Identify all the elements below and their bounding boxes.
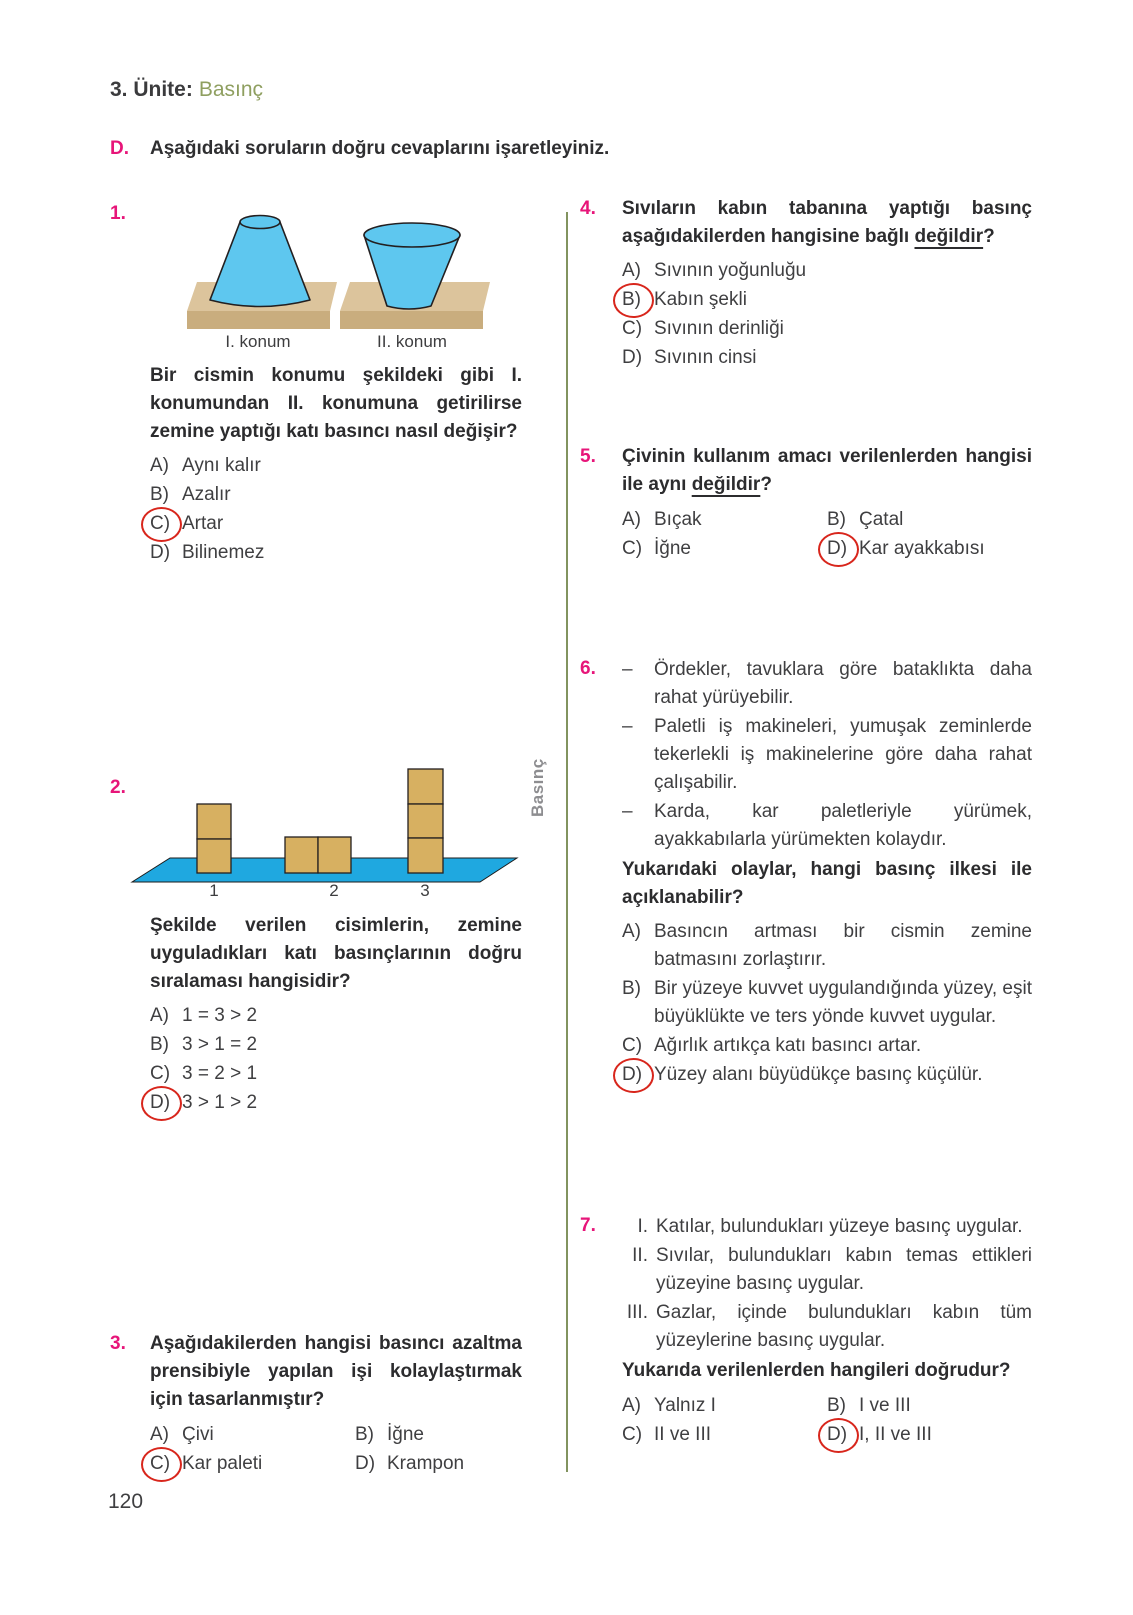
option-row — [622, 918, 1032, 974]
block — [408, 804, 443, 838]
bullet-text: Karda, kar paletleriyle yürümek, ayakkabılarla yürümekten kolaydır. — [654, 801, 1032, 850]
question-2-stem: Şekilde verilen cisimlerin, zemine uyguladıkları katı basınçlarının doğru sıralaması hangisidir? — [150, 915, 522, 992]
question-3-number: 3. — [110, 1333, 126, 1354]
option-row — [827, 506, 1032, 534]
cones-figure — [180, 206, 490, 352]
stack-label-2: 2 — [329, 881, 339, 900]
option-letter: A) — [622, 260, 641, 281]
option-row — [622, 1032, 1032, 1060]
option-letter: A) — [622, 921, 641, 942]
option-letter: B) — [355, 1424, 374, 1445]
option-row — [827, 1421, 1032, 1449]
option-row — [622, 1421, 827, 1449]
stack-label-1: 1 — [209, 881, 219, 900]
unit-header — [110, 78, 263, 102]
option-row — [150, 452, 522, 480]
option-text: Aynı kalır — [182, 455, 261, 476]
option-row — [150, 1031, 522, 1059]
option-text: Kar paleti — [182, 1453, 263, 1474]
option-text: Yüzey alanı büyüdükçe basınç küçülür. — [654, 1064, 983, 1085]
column-divider — [566, 212, 568, 1472]
option-text: II ve III — [654, 1424, 712, 1445]
option-letter: B) — [150, 484, 169, 505]
option-text: Azalır — [182, 484, 231, 505]
bullet-dash: – — [622, 659, 633, 680]
question-6-number: 6. — [580, 658, 596, 679]
option-row — [622, 315, 1032, 343]
question-4 — [580, 195, 1032, 372]
section-letter: D. — [110, 138, 129, 159]
question-2-number: 2. — [110, 777, 126, 798]
option-text: Kar ayakkabısı — [859, 538, 985, 559]
option-row — [827, 535, 1032, 563]
option-text: Bilinemez — [182, 542, 265, 563]
option-row — [150, 1421, 355, 1449]
bullet-item — [622, 713, 1032, 797]
option-text: I ve III — [859, 1395, 911, 1416]
option-letter: C) — [622, 318, 643, 339]
option-letter: A) — [622, 509, 641, 530]
option-row — [622, 535, 827, 563]
roman-item-text: Gazlar, içinde bulundukları kabın tüm yüzeylerine basınç uygular. — [656, 1302, 1032, 1351]
option-text: 3 > 1 = 2 — [182, 1034, 258, 1055]
option-letter: C) — [622, 1424, 643, 1445]
bullet-dash: – — [622, 716, 633, 737]
option-letter: A) — [622, 1395, 641, 1416]
option-text: Krampon — [387, 1453, 465, 1474]
question-6 — [580, 655, 1032, 1089]
option-letter: D) — [827, 535, 859, 563]
question-7 — [580, 1212, 1032, 1449]
caption-konum-2: II. konum — [377, 332, 447, 351]
option-letter: B) — [827, 1395, 846, 1416]
option-text: Yalnız I — [654, 1395, 716, 1416]
roman-item — [622, 1299, 1032, 1355]
question-1-number: 1. — [110, 203, 126, 224]
question-7-stem: Yukarıda verilenlerden hangileri doğrudur? — [622, 1360, 1011, 1381]
unit-label: 3. Ünite: — [110, 78, 193, 101]
section-heading — [110, 138, 609, 160]
bullet-item — [622, 656, 1032, 712]
option-row — [150, 481, 522, 509]
option-text: Sıvının derinliği — [654, 318, 784, 339]
roman-numeral: II. — [632, 1245, 648, 1266]
bullet-text: Paletli iş makineleri, yumuşak zeminlerde tekerlekli iş makinelerine göre daha rahat çalışabilir. — [654, 716, 1032, 793]
option-text: Sıvının cinsi — [654, 347, 757, 368]
bullet-dash: – — [622, 801, 633, 822]
block — [197, 804, 231, 839]
question-2 — [110, 748, 522, 1117]
option-row — [622, 506, 827, 534]
question-3-stem: Aşağıdakilerden hangisi basıncı azaltma prensibiyle yapılan işi kolaylaştırmak için tasarlanmıştır? — [150, 1333, 522, 1410]
option-text: Çatal — [859, 509, 904, 530]
option-letter: B) — [622, 978, 641, 999]
platform-2-front — [340, 311, 483, 329]
option-letter: B) — [827, 509, 846, 530]
option-letter: D) — [622, 347, 643, 368]
option-text: I, II ve III — [859, 1424, 932, 1445]
option-row — [622, 1392, 827, 1420]
bullet-item — [622, 798, 1032, 854]
option-row — [622, 257, 1032, 285]
question-5 — [580, 443, 1032, 563]
caption-konum-1: I. konum — [225, 332, 291, 351]
question-3 — [110, 1330, 522, 1478]
question-5-stem: Çivinin kullanım amacı verilenlerden hangisi ile aynı değildir? — [622, 446, 1032, 495]
question-5-number: 5. — [580, 446, 596, 467]
underlined-word: değildir — [691, 474, 761, 495]
option-row — [622, 286, 1032, 314]
option-row — [355, 1421, 522, 1449]
option-text: 1 = 3 > 2 — [182, 1005, 258, 1026]
option-row — [827, 1392, 1032, 1420]
option-text: Kabın şekli — [654, 289, 747, 310]
option-letter: D) — [150, 542, 171, 563]
option-letter: D) — [622, 1061, 654, 1089]
option-row — [622, 1061, 1032, 1089]
option-text: Ağırlık artıkça katı basıncı artar. — [654, 1035, 922, 1056]
question-1 — [110, 200, 522, 567]
option-letter: C) — [150, 1450, 182, 1478]
bullet-text: Ördekler, tavuklara göre bataklıkta daha rahat yürüyebilir. — [654, 659, 1032, 708]
platform-1-front — [187, 311, 330, 329]
option-text: İğne — [387, 1424, 424, 1445]
option-text: 3 > 1 > 2 — [182, 1092, 258, 1113]
option-letter: D) — [827, 1421, 859, 1449]
blocks-figure — [130, 748, 532, 900]
option-text: Artar — [182, 513, 224, 534]
frustum-upright-top — [240, 216, 280, 229]
roman-item — [622, 1213, 1032, 1241]
page-number: 120 — [108, 1490, 144, 1513]
option-text: Bir yüzeye kuvvet uygulandığında yüzey, eşit büyüklükte ve ters yönde kuvvet uygular. — [654, 978, 1032, 1027]
block — [408, 769, 443, 804]
question-1-stem: Bir cismin konumu şekildeki gibi I. konumundan II. konumuna getirilirse zemine yaptığı katı basıncı nasıl değişir? — [150, 365, 522, 442]
question-4-number: 4. — [580, 198, 596, 219]
question-4-stem: Sıvıların kabın tabanına yaptığı basınç aşağıdakilerden hangisine bağlı değildir? — [622, 198, 1032, 247]
side-tab-label: Basınç — [528, 758, 547, 818]
roman-item — [622, 1242, 1032, 1298]
option-text: İğne — [654, 538, 691, 559]
question-6-stem: Yukarıdaki olaylar, hangi basınç ilkesi ile açıklanabilir? — [622, 859, 1032, 908]
option-letter: A) — [150, 1005, 169, 1026]
option-letter: A) — [150, 1424, 169, 1445]
option-letter: B) — [150, 1034, 169, 1055]
option-row — [150, 1089, 522, 1117]
option-row — [150, 1060, 522, 1088]
option-text: 3 = 2 > 1 — [182, 1063, 258, 1084]
roman-numeral: I. — [637, 1216, 648, 1237]
option-row — [622, 344, 1032, 372]
option-letter: C) — [622, 1035, 643, 1056]
frustum-inverted-top — [364, 223, 460, 247]
option-letter: C) — [150, 510, 182, 538]
block — [285, 837, 318, 873]
block — [318, 837, 351, 873]
roman-numeral: III. — [626, 1302, 648, 1323]
block — [408, 838, 443, 873]
option-row — [150, 1450, 355, 1478]
underlined-word: değildir — [914, 226, 984, 247]
option-letter: D) — [150, 1089, 182, 1117]
block — [197, 839, 231, 873]
frustum-upright — [210, 222, 310, 307]
option-row — [150, 1002, 522, 1030]
option-text: Bıçak — [654, 509, 702, 530]
section-instruction: Aşağıdaki soruların doğru cevaplarını işaretleyiniz. — [150, 138, 610, 159]
option-row — [622, 975, 1032, 1031]
option-row — [355, 1450, 522, 1478]
option-letter: A) — [150, 455, 169, 476]
option-letter: D) — [355, 1453, 376, 1474]
option-letter: C) — [150, 1063, 171, 1084]
option-text: Basıncın artması bir cismin zemine batmasını zorlaştırır. — [654, 921, 1032, 970]
option-row — [150, 539, 522, 567]
option-row — [150, 510, 522, 538]
option-text: Sıvının yoğunluğu — [654, 260, 807, 281]
roman-item-text: Sıvılar, bulundukları kabın temas ettikleri yüzeyine basınç uygular. — [656, 1245, 1032, 1294]
roman-item-text: Katılar, bulundukları yüzeye basınç uygular. — [656, 1216, 1023, 1237]
option-letter: B) — [622, 286, 654, 314]
option-letter: C) — [622, 538, 643, 559]
question-7-number: 7. — [580, 1215, 596, 1236]
unit-title: Basınç — [198, 78, 264, 101]
stack-label-3: 3 — [420, 881, 430, 900]
option-text: Çivi — [182, 1424, 214, 1445]
